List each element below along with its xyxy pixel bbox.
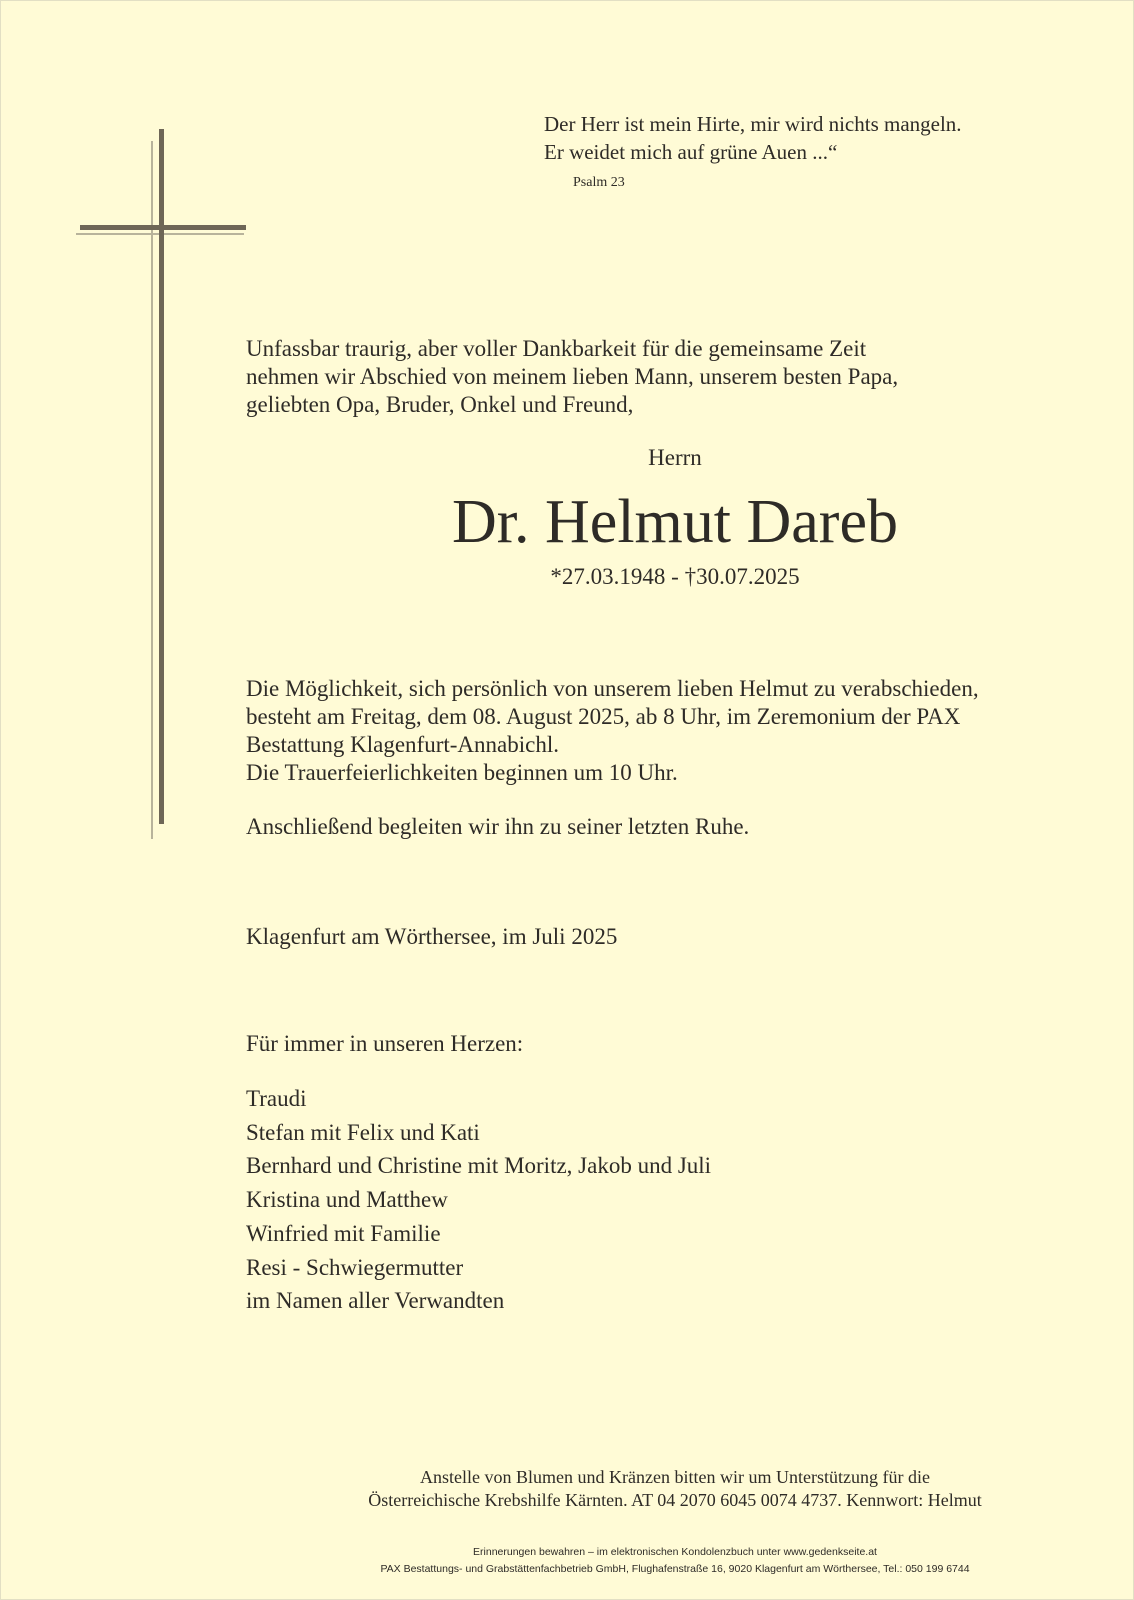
intro-text [246, 335, 898, 419]
salutation: Herrn [648, 445, 702, 470]
psalm-reference: Psalm 23 [573, 175, 625, 190]
mourners-list [246, 1082, 711, 1318]
farewell-text [246, 675, 979, 787]
list-item: im Namen aller Verwandten [246, 1288, 505, 1314]
footer-line: PAX Bestattungs- und Grabstättenfachbetrieb GmbH, Flughafenstraße 16, 9020 Klagenfurt am Wörthersee, Tel.: 050 199 6744 [380, 1563, 970, 1575]
donation-notice [1, 1466, 1134, 1512]
farewell-line: besteht am Freitag, dem 08. August 2025, ab 8 Uhr, im Zeremonium der PAX [246, 704, 961, 729]
psalm-line: Er weidet mich auf grüne Auen ...“ [544, 140, 838, 164]
mourners-heading: Für immer in unseren Herzen: [246, 1031, 524, 1056]
list-item: Winfried mit Familie [246, 1220, 441, 1246]
cross-icon-beam [80, 225, 246, 230]
footer-line: Erinnerungen bewahren – im elektronischen Kondolenzbuch unter www.gedenkseite.at [473, 1546, 877, 1558]
list-item: Bernhard und Christine mit Moritz, Jakob und Juli [246, 1153, 712, 1179]
donation-line: Österreichische Krebshilfe Kärnten. AT 04 2070 6045 0074 4737. Kennwort: Helmut [368, 1490, 982, 1510]
psalm-line: Der Herr ist mein Hirte, mir wird nichts mangeln. [544, 112, 962, 136]
intro-line: nehmen wir Abschied von meinem lieben Mann, unserem besten Papa, [246, 364, 899, 389]
life-dates: *27.03.1948 - †30.07.2025 [550, 564, 800, 589]
cross-icon [159, 129, 164, 824]
list-item: Kristina und Matthew [246, 1187, 448, 1213]
funeral-home-footer [1, 1544, 1134, 1578]
list-item: Stefan mit Felix und Kati [246, 1119, 480, 1145]
farewell-line: Bestattung Klagenfurt-Annabichl. [246, 732, 559, 757]
intro-line: Unfassbar traurig, aber voller Dankbarkeit für die gemeinsame Zeit [246, 336, 867, 361]
list-item: Resi - Schwiegermutter [246, 1254, 464, 1280]
donation-line: Anstelle von Blumen und Kränzen bitten wir um Unterstützung für die [420, 1467, 930, 1487]
place-and-date: Klagenfurt am Wörthersee, im Juli 2025 [246, 924, 618, 949]
deceased-name: Dr. Helmut Dareb [452, 488, 898, 556]
list-item: Traudi [246, 1086, 307, 1111]
farewell-line: Die Trauerfeierlichkeiten beginnen um 10 Uhr. [246, 760, 678, 785]
psalm-quote [544, 110, 962, 166]
final-rest-text: Anschließend begleiten wir ihn zu seiner letzten Ruhe. [246, 814, 750, 839]
farewell-line: Die Möglichkeit, sich persönlich von unserem lieben Helmut zu verabschieden, [246, 676, 979, 701]
intro-line: geliebten Opa, Bruder, Onkel und Freund, [246, 392, 634, 417]
